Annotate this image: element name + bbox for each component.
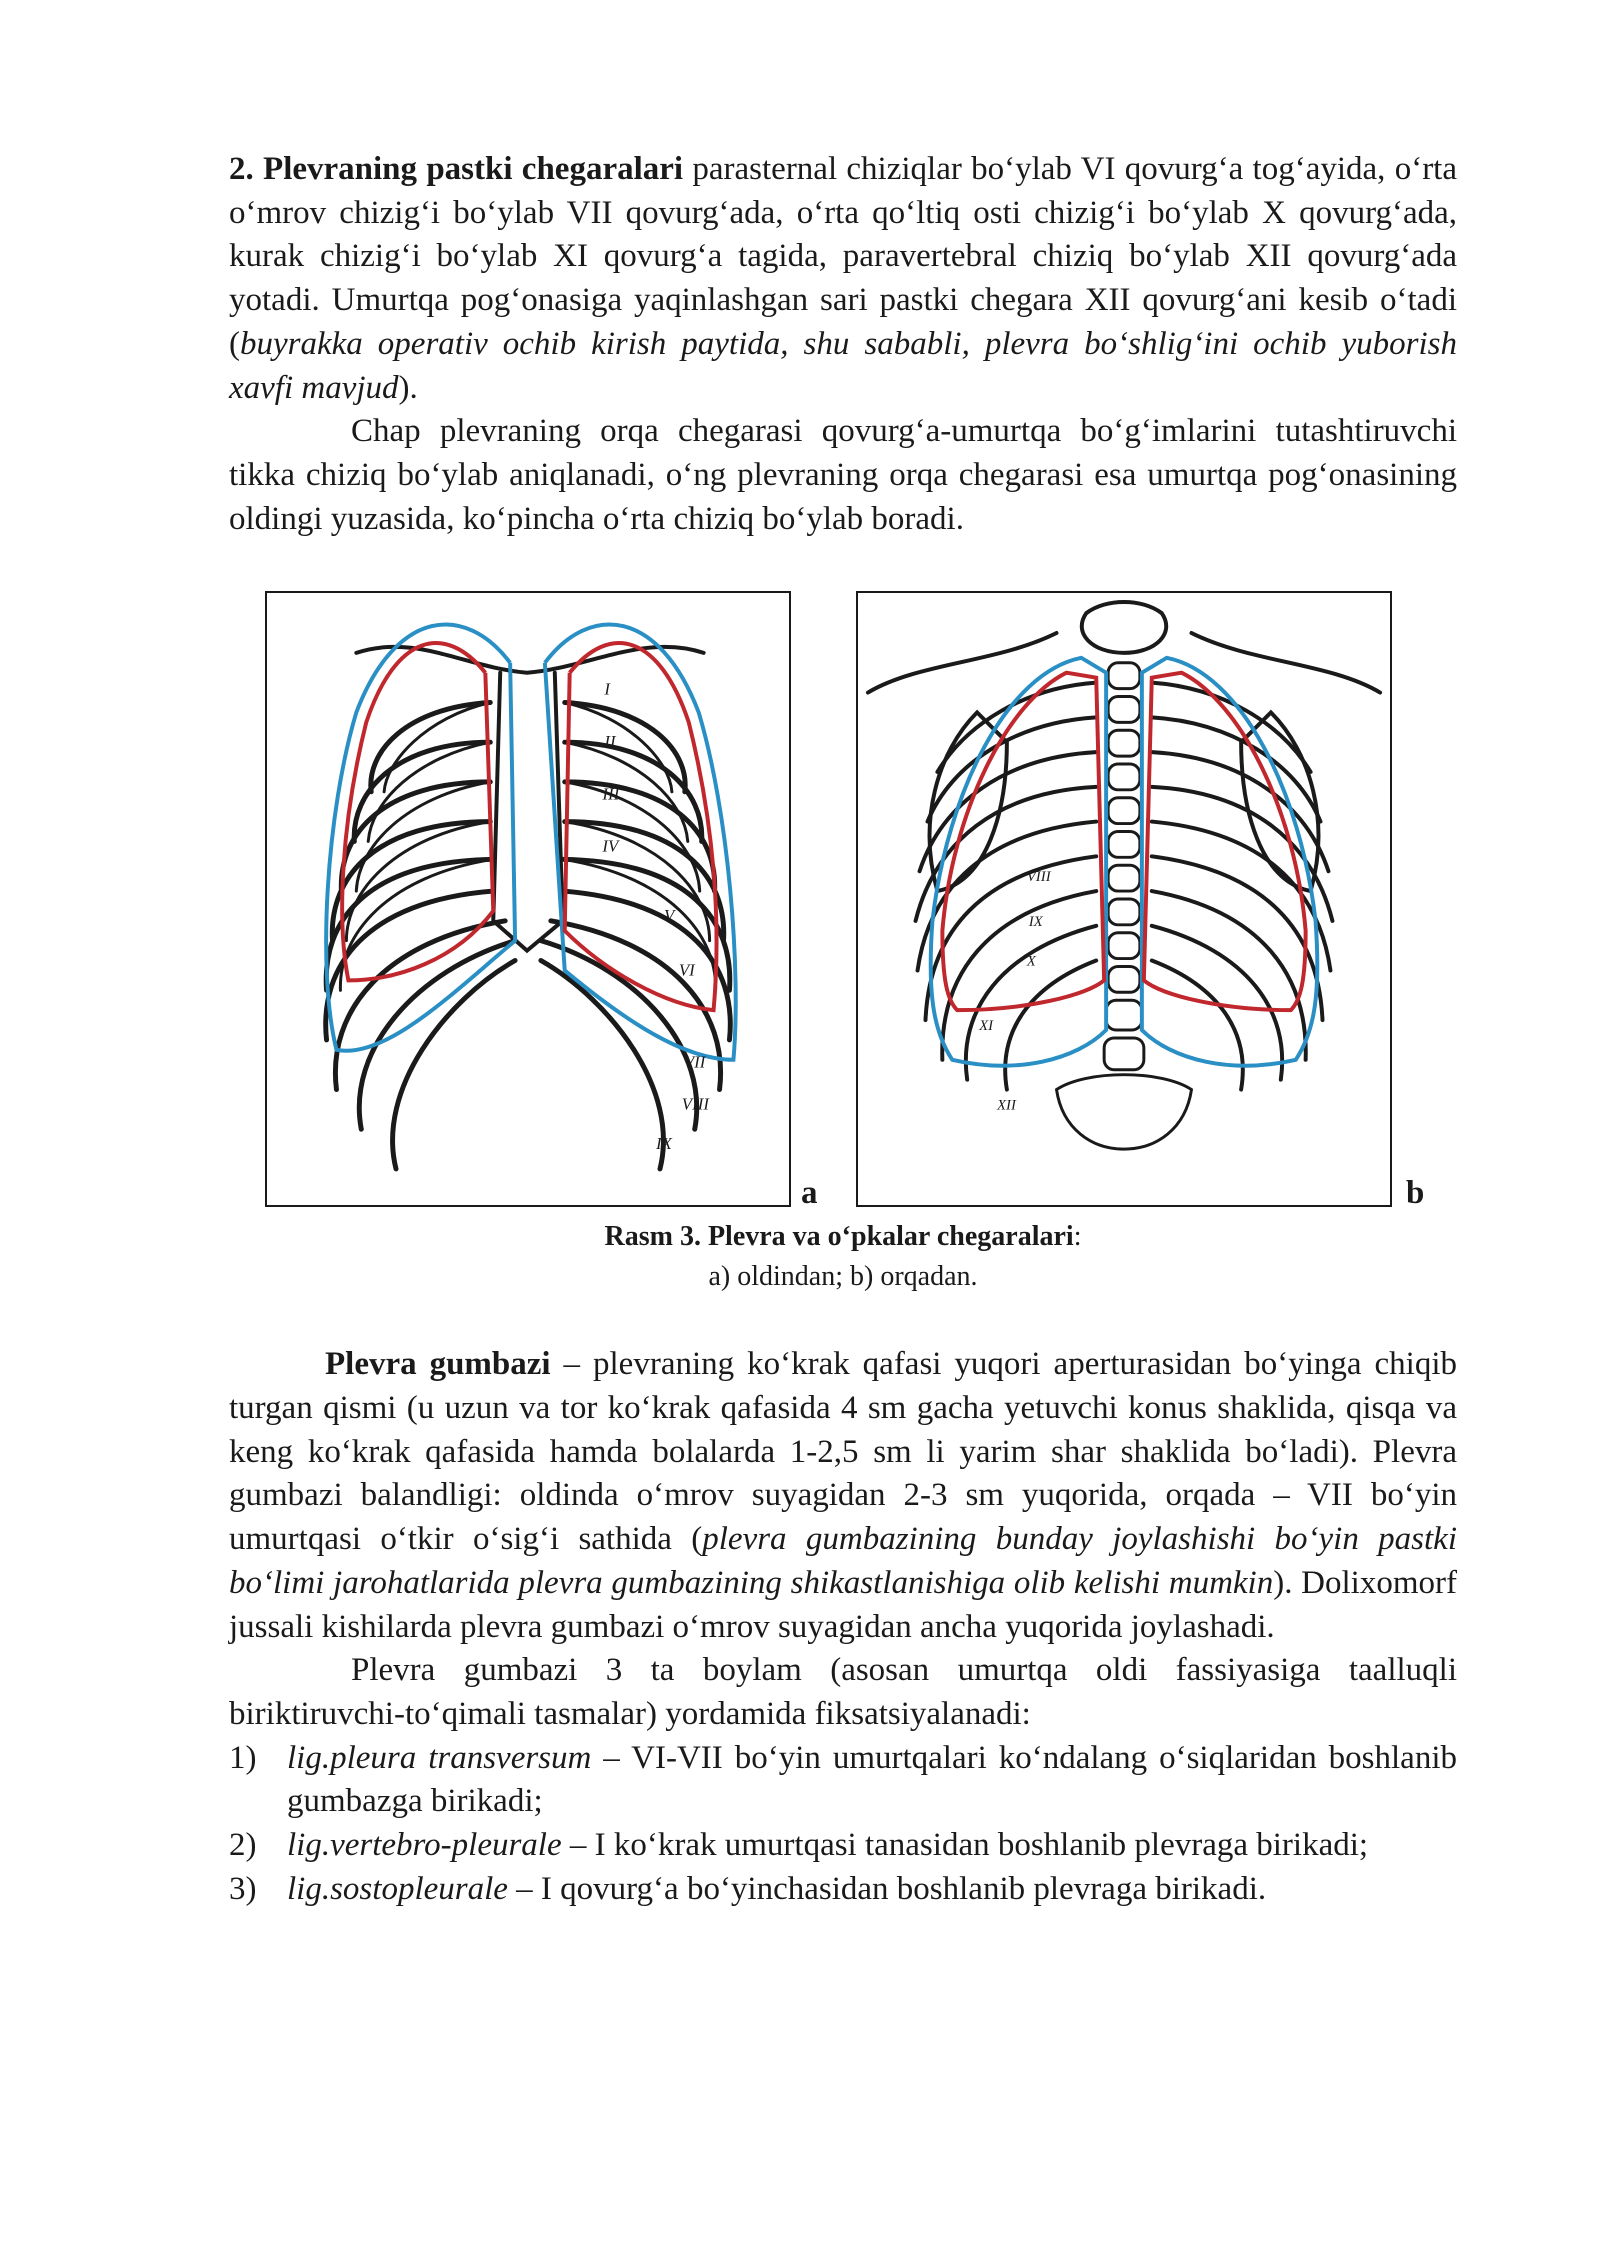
ligament-list <box>229 1737 1457 1912</box>
figure-panel-back <box>856 591 1392 1207</box>
list-item: 3) lig.sostopleurale – I qovurg‘a bo‘yinchasidan boshlanib plevraga birikadi. <box>229 1870 1267 1907</box>
heading-lower-borders: 2. Plevraning pastki chegaralari <box>229 151 684 187</box>
page-content <box>229 148 1457 1911</box>
section-pleural-dome <box>229 1343 1457 1911</box>
paragraph-posterior-border: Chap plevraning orqa chegarasi qovurg‘a-umurtqa bo‘g‘imlarini tutashtiruvchi tikka chiziq bo‘ylab aniqlanadi, o‘ng plevraning orqa chegarasi esa umurtqa pog‘onasining oldingi yuzasida, ko‘pincha o‘rta chiziq bo‘ylab boradi. <box>229 413 1457 537</box>
italic-note-kidney: buyrakka operativ ochib kirish paytida, shu sababli, plevra bo‘shlig‘ini ochib yuborish xavfi mavjud <box>229 325 1457 406</box>
ligament-name: lig.sostopleurale <box>287 1870 508 1907</box>
figure-label-b: b <box>1406 1175 1425 1212</box>
rib-label-front: V <box>663 906 675 926</box>
rib-label-front: VII <box>683 1053 706 1073</box>
rib-label-back: XI <box>979 1018 994 1035</box>
rib-label-front: III <box>602 785 620 805</box>
figure-pleura-lungs <box>229 591 1457 1251</box>
rib-label-front: II <box>604 732 616 752</box>
ligament-name: lig.vertebro-pleurale <box>287 1827 562 1864</box>
figure-panel-front <box>265 591 791 1207</box>
list-item: 2) lig.vertebro-pleurale – I ko‘krak umurtqasi tanasidan boshlanib plevraga birikadi; <box>229 1827 1369 1864</box>
rib-label-front: IV <box>602 836 619 856</box>
rib-label-back: VIII <box>1026 869 1051 886</box>
heading-pleural-dome: Plevra gumbazi <box>325 1346 551 1383</box>
thorax-front-drawing <box>267 593 789 1205</box>
rib-label-front: VIII <box>681 1094 709 1114</box>
caption-subtitle: a) oldindan; b) orqadan. <box>708 1261 978 1293</box>
rib-label-front: IX <box>656 1134 672 1154</box>
paragraph-ligaments-intro: Plevra gumbazi 3 ta boylam (asosan umurtqa oldi fassiyasiga taalluqli biriktiruvchi-to‘qimali tasmalar) yordamida fiksatsiyalanadi: <box>229 1652 1457 1732</box>
caption-title: Rasm 3. Plevra va o‘pkalar chegaralari <box>604 1221 1074 1253</box>
list-item: 1) lig.pleura transversum – VI-VII bo‘yin umurtqalari ko‘ndalang o‘siqlaridan boshlanib gumbazga birikadi; <box>229 1739 1457 1820</box>
italic-note-neck-injury: plevra gumbazining bunday joylashishi bo‘yin pastki bo‘limi jarohatlarida plevra gumbazining shikastlanishiga olib kelishi mumkin <box>229 1521 1457 1601</box>
thorax-back-drawing <box>858 593 1390 1205</box>
rib-label-back: XII <box>996 1097 1016 1114</box>
ligament-name: lig.pleura transversum <box>287 1739 592 1776</box>
paragraph-lower-borders: 2. Plevraning pastki chegaralari parasternal chiziqlar bo‘ylab VI qovurg‘a tog‘ayida, o‘rta o‘mrov chizig‘i bo‘ylab VII qovurg‘ada, o‘rta qo‘ltiq osti chizig‘i bo‘ylab X qovurg‘ada, kurak chizig‘i bo‘ylab XI qovurg‘a tagida, paravertebral chiziq bo‘ylab XII qovurg‘ada yotadi. Umurtqa pog‘onasiga yaqinlashgan sari pastki chegara XII qovurg‘ani kesib o‘tadi (buyrakka operativ ochib kirish paytida, shu sababli, plevra bo‘shlig‘ini ochib yuborish xavfi mavjud). <box>229 151 1457 406</box>
figure-caption: Rasm 3. Plevra va o‘pkalar chegaralari: a) oldindan; b) orqadan. <box>229 1217 1457 1297</box>
figure-label-a: a <box>801 1175 818 1212</box>
rib-label-back: X <box>1026 953 1036 970</box>
rib-label-front: I <box>604 679 611 699</box>
paragraph-pleural-dome: Plevra gumbazi – plevraning ko‘krak qafasi yuqori aperturasidan bo‘yinga chiqib turgan qismi (u uzun va tor ko‘krak qafasida 4 sm gacha yetuvchi konus shaklida, qisqa va keng ko‘krak qafasida hamda bolalarda 1-2,5 sm li yarim shar shaklida bo‘ladi). Plevra gumbazi balandligi: oldinda o‘mrov suyagidan 2-3 sm yuqorida, orqada – VII bo‘yin umurtqasi o‘tkir o‘sig‘i sathida (plevra gumbazining bunday joylashishi bo‘yin pastki bo‘limi jarohatlarida plevra gumbazining shikastlanishiga olib kelishi mumkin). Dolixomorf jussali kishilarda plevra gumbazi o‘mrov suyagidan ancha yuqorida joylashadi. <box>229 1346 1457 1645</box>
rib-label-front: VI <box>678 960 695 980</box>
rib-label-back: IX <box>1028 914 1043 931</box>
text-lower-borders: parasternal chiziqlar bo‘ylab VI qovurg‘a tog‘ayida, o‘rta o‘mrov chizig‘i bo‘ylab VII qovurg‘ada, o‘rta qo‘ltiq osti chizig‘i bo‘ylab X qovurg‘ada, kurak chizig‘i bo‘ylab XI qovurg‘a tagida, paravertebral chiziq bo‘ylab XII qovurg‘ada yotadi. Umurtqa pog‘onasiga yaqinlashgan sari pastki chegara XII qovurg‘ani kesib o‘tadi ( <box>229 151 1457 362</box>
